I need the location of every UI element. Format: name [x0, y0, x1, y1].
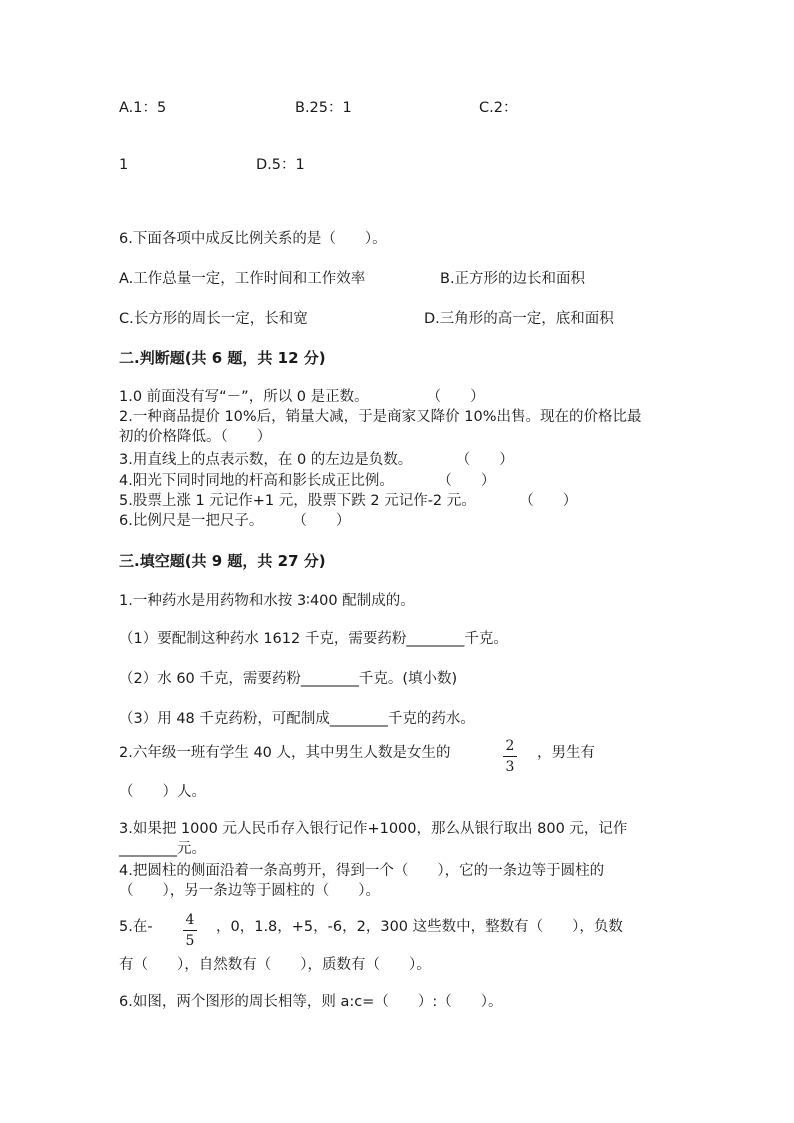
s3-q3-line1: 3.如果把 1000 元人民币存入银行记作+1000，那么从银行取出 800 元，记作 — [119, 821, 628, 837]
q6-stem: 6.下面各项中成反比例关系的是（ ）。 — [119, 231, 387, 247]
q5-option-b: B.25：1 — [295, 100, 352, 116]
s3-q2-text-after: ，男生有 — [537, 745, 595, 761]
s3-q1-sub3: （3）用 48 千克药粉，可配制成________千克的药水。 — [119, 711, 475, 727]
section2-item-1: 1.0 前面没有写“－”，所以 0 是正数。 （ ） — [119, 389, 485, 405]
s3-q3-line2: ________元。 — [119, 841, 206, 857]
s3-q5-text-after: ，0，1.8，+5，-6，2，300 这些数中，整数有（ ），负数 — [216, 919, 623, 935]
section2-item-4: 4.阳光下同时同地的杆高和影长成正比例。 （ ） — [119, 473, 496, 489]
section2-item-2: 2.一种商品提价 10%后，销量大减，于是商家又降价 10%出售。现在的价格比最 — [119, 409, 642, 425]
section2-item-6: 6.比例尺是一把尺子。 （ ） — [119, 513, 351, 529]
section2-item-3: 3.用直线上的点表示数，在 0 的左边是负数。 （ ） — [119, 452, 514, 468]
s3-q4-line2: （ ），另一条边等于圆柱的（ ）。 — [119, 883, 380, 899]
q6-option-b: B.正方形的边长和面积 — [440, 271, 586, 287]
q5-option-a: A.1：5 — [119, 100, 167, 116]
fraction-numerator: 4 — [185, 912, 195, 928]
s3-q2-line2: （ ）人。 — [119, 784, 206, 800]
q6-option-c: C.长方形的周长一定，长和宽 — [119, 311, 308, 327]
s3-q1-stem: 1.一种药水是用药物和水按 3∶400 配制成的。 — [119, 593, 415, 609]
section3-heading: 三.填空题(共 9 题，共 27 分) — [119, 552, 326, 570]
s3-q1-sub2: （2）水 60 千克，需要药粉________千克。(填小数) — [119, 671, 458, 687]
s3-q1-sub1: （1）要配制这种药水 1612 千克，需要药粉________千克。 — [119, 631, 508, 647]
q6-option-d: D.三角形的高一定，底和面积 — [424, 311, 614, 327]
s3-q6-stem: 6.如图，两个图形的周长相等，则 a:c=（ ）:（ ）。 — [119, 994, 503, 1010]
fraction-denominator: 3 — [505, 759, 515, 775]
section2-item-5: 5.股票上涨 1 元记作+1 元，股票下跌 2 元记作-2 元。 （ ） — [119, 493, 578, 509]
fraction-denominator: 5 — [185, 933, 195, 949]
s3-q2-fraction — [500, 738, 520, 775]
s3-q4-line1: 4.把圆柱的侧面沿着一条高剪开，得到一个（ ），它的一条边等于圆柱的 — [119, 863, 605, 879]
s3-q5-fraction — [180, 912, 200, 949]
s3-q5-line2: 有（ ），自然数有（ ），质数有（ ）。 — [119, 957, 431, 973]
q6-option-a: A.工作总量一定，工作时间和工作效率 — [119, 271, 366, 287]
fraction-bar — [503, 756, 517, 757]
section2-heading: 二.判断题(共 6 题，共 12 分) — [119, 349, 326, 367]
q5-option-d: D.5：1 — [256, 157, 305, 173]
q5-option-c-continued: 1 — [119, 157, 129, 173]
s3-q2-text-before: 2.六年级一班有学生 40 人，其中男生人数是女生的 — [119, 745, 451, 761]
section2-item-2-continued: 初的价格降低。（ ） — [119, 429, 272, 445]
fraction-numerator: 2 — [505, 738, 515, 754]
s3-q5-text-before: 5.在- — [119, 919, 153, 935]
q5-option-c: C.2： — [479, 100, 518, 116]
fraction-bar — [183, 930, 197, 931]
